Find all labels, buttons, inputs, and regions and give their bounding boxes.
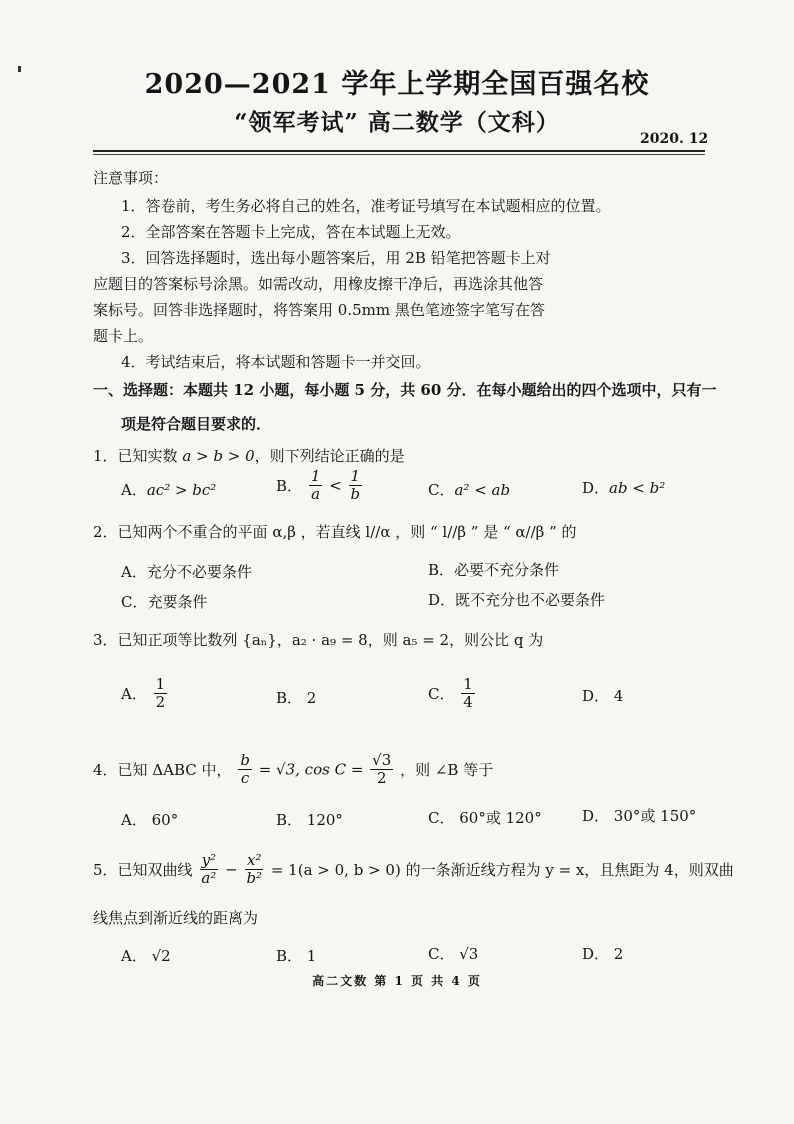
q1-stem-post: ，则下列结论正确的是 [254,447,405,465]
q3-c-label: C． [428,685,455,703]
q4-option-b: B． 120° [276,811,343,829]
q1-c-math: a² < ab [454,481,511,499]
header-divider [93,150,705,152]
q3-c-num: 1 [463,675,473,693]
section-heading-line1: 一、选择题：本题共 12 小题，每小题 5 分，共 60 分．在每小题给出的四个选项中，只有一 [93,381,717,399]
q1-d-math: ab < b² [609,479,666,497]
q3-a-den: 2 [155,693,166,711]
q5-stem-mid: = 1(a > 0, b > 0) 的一条渐近线方程为 y = x，且焦距为 4，则双曲 [270,861,734,879]
question-1-stem [93,446,405,466]
q4-frac2-num: √3 [372,751,392,769]
q5-minus: − [225,860,238,879]
page-footer: 高二文数 第 1 页 共 4 页 [312,974,482,988]
q5-fraction-y2-a2 [199,852,218,887]
q1-b-op: < [329,476,342,495]
q3-a-label: A． [121,685,147,703]
q1-b-den2: b [350,485,361,503]
q1-option-a [121,480,216,500]
notice-item-3-line4: 题卡上。 [93,327,154,345]
q1-b-label: B． [276,477,303,495]
q5-frac2-num: x² [247,851,262,869]
notice-item-2: 2．全部答案在答题卡上完成，答在本试题上无效。 [121,223,461,241]
q4-fraction-b-over-c [238,752,252,787]
q4-option-a: A． 60° [121,811,179,829]
notice-item-1: 1．答卷前，考生务必将自己的姓名，准考证号填写在本试题相应的位置。 [121,197,611,215]
q5-option-c: C． √3 [428,945,479,963]
exam-date: 2020. 12 [640,131,709,147]
q4-frac1-den: c [240,769,250,787]
q4-frac2-den: 2 [376,769,387,787]
q1-stem-math: a > b > 0 [182,447,255,465]
q1-a-math: ac² > bc² [146,481,217,499]
question-5-stem-line1 [93,852,734,887]
q5-frac2-den: b² [246,869,263,887]
notice-item-3-line3: 案标号。回答非选择题时，将答案用 0.5mm 黑色笔迹签字笔写在答 [93,301,545,319]
q1-b-den1: a [311,485,321,503]
notice-item-4: 4．考试结束后，将本试题和答题卡一并交回。 [121,353,431,371]
question-3-stem: 3．已知正项等比数列 {aₙ}，a₂ · a₉ = 8，则 a₅ = 2，则公比 q 为 [93,631,544,649]
q2-option-c: C．充要条件 [121,593,208,611]
q5-fraction-x2-b2 [244,852,264,887]
q3-c-fraction [461,676,475,711]
question-2-stem: 2．已知两个不重合的平面 α,β ，若直线 l//α ，则 “ l//β ” 是 “ α//β ” 的 [93,523,577,541]
q5-option-d: D． 2 [582,945,624,963]
header-divider-thin [93,154,705,155]
q4-option-c: C． 60°或 120° [428,809,542,827]
section-heading-line2: 项是符合题目要求的． [121,415,272,433]
q5-frac1-num: y² [201,851,217,869]
q1-stem-pre: 1．已知实数 [93,447,183,465]
q3-option-b: B． 2 [276,689,317,707]
q4-mid: = √3, cos C = [258,760,364,779]
q1-c-label: C． [428,481,455,499]
q5-frac1-den: a² [201,869,217,887]
q1-b-num2: 1 [350,467,361,485]
exam-title: 2020—2021 学年上学期全国百强名校 [144,69,650,100]
q5-option-a: A． √2 [121,947,171,965]
notice-item-3-line1: 3．回答选择题时，选出每小题答案后，用 2B 铅笔把答题卡上对 [121,249,551,267]
q3-option-d: D． 4 [582,687,624,705]
q1-option-b [276,468,364,503]
q2-option-d: D．既不充分也不必要条件 [428,591,606,609]
q1-option-d [582,478,665,498]
q4-fraction-root3-over-2 [370,752,393,787]
q4-option-d: D． 30°或 150° [582,807,697,825]
q4-frac1-num: b [240,751,250,769]
q4-stem-pre: 4．已知 ΔABC 中， [93,761,232,779]
q1-a-label: A． [121,481,147,499]
q3-option-c [428,676,477,711]
q5-option-b: B． 1 [276,947,317,965]
q1-b-fraction-2 [349,468,363,503]
notice-heading: 注意事项： [93,169,169,187]
q1-b-num1: 1 [310,467,321,485]
exam-subtitle: “领军考试” 高二数学（文科） [234,109,560,136]
q1-option-c [428,480,510,500]
question-4-stem [93,752,493,787]
question-5-stem-line2: 线焦点到渐近线的距离为 [93,909,259,927]
q1-b-fraction-1 [309,468,323,503]
q3-a-num: 1 [155,675,166,693]
q3-c-den: 4 [463,693,473,711]
q3-option-a [121,676,169,711]
q4-stem-post: ，则 ∠B 等于 [400,761,494,779]
q2-option-a: A．充分不必要条件 [121,563,252,581]
q5-stem-pre: 5．已知双曲线 [93,861,193,879]
q3-a-fraction [154,676,168,711]
q2-option-b: B．必要不充分条件 [428,561,560,579]
q1-d-label: D． [582,479,610,497]
notice-item-3-line2: 应题目的答案标号涂黑。如需改动，用橡皮擦干净后，再选涂其他答 [93,275,544,293]
